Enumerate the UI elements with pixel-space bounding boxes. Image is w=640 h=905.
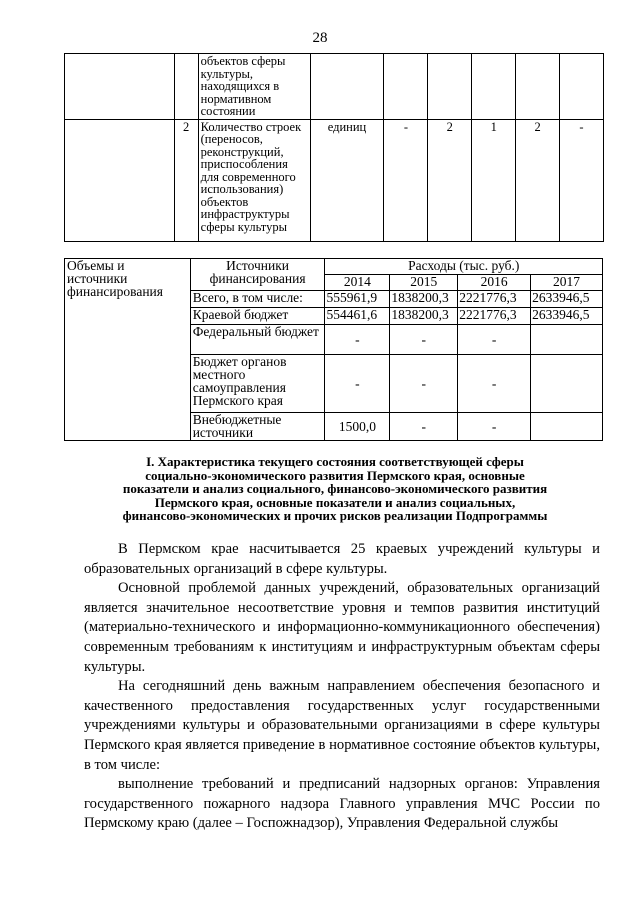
year-header: 2015 [390, 275, 458, 291]
value-cell: 555961,9 [325, 291, 390, 308]
value-cell [531, 325, 603, 355]
value-cell: - [458, 413, 531, 441]
value-cell: 1 [472, 119, 516, 241]
value-cell: 2633946,5 [531, 291, 603, 308]
value-cell: - [390, 325, 458, 355]
value-cell: - [458, 355, 531, 413]
value-cell: 2221776,3 [458, 291, 531, 308]
value-cell: - [458, 325, 531, 355]
source-name: Бюджет органов местного самоуправления Пермского края [190, 355, 325, 413]
page-number: 28 [312, 30, 328, 46]
value-cell [531, 413, 603, 441]
funding-table [64, 258, 603, 441]
table-row [65, 119, 604, 241]
year-header: 2017 [531, 275, 603, 291]
paragraph: Основной проблемой данных учреждений, образовательных организаций является значительное несоответствие уровня и темпов развития институций (материально-технического и информационно-коммуникационного обеспечения) современным требованиям к институциям и инфраструктурным объектам сферы культуры. [84, 580, 600, 675]
heading-line: социально-экономического развития Пермского края, основные [145, 467, 525, 483]
value-cell: - [560, 119, 604, 241]
value-cell: 2 [516, 119, 560, 241]
table-row [65, 54, 604, 120]
indicators-table [64, 53, 604, 242]
value-cell: - [390, 355, 458, 413]
source-name: Федеральный бюджет [190, 325, 325, 355]
indicator-name: Количество строек (переносов, реконструкций, приспособления для современного использования) объектов инфраструктуры сферы культуры [198, 119, 310, 241]
heading-line: Пермского края, основные показатели и анализ социальных, [154, 494, 516, 510]
value-cell: 554461,6 [325, 308, 390, 325]
section-heading [70, 455, 600, 523]
paragraph: выполнение требований и предписаний надзорных органов: Управления государственного пожарного надзора Главного управления МЧС России по Пермскому краю (далее – Госпожнадзор), Управления Федеральной службы [84, 776, 600, 832]
row-number: 2 [174, 119, 198, 241]
value-cell [531, 355, 603, 413]
value-cell: 1838200,3 [390, 308, 458, 325]
value-cell: - [390, 413, 458, 441]
value-cell: - [384, 119, 428, 241]
paragraph: На сегодняшний день важным направлением обеспечения безопасного и качественного предоставления государственных услуг государственными учреждениями культуры и образовательными организациями в сфере культуры Пермского края является приведение в нормативное состояние объектов культуры, в том числе: [84, 678, 600, 773]
heading-line: финансово-экономических и прочих рисков реализации Подпрограммы [122, 508, 548, 523]
value-cell: 2 [428, 119, 472, 241]
value-cell: 1500,0 [325, 413, 390, 441]
heading-line: показатели и анализ социального, финансово-экономического развития [122, 481, 548, 496]
source-name: Всего, в том числе: [190, 291, 325, 308]
body-text [84, 540, 600, 834]
value-cell: 2633946,5 [531, 308, 603, 325]
heading-line: I. Характеристика текущего состояния соответствующей сферы [146, 454, 524, 469]
paragraph: В Пермском крае насчитывается 25 краевых учреждений культуры и образовательных организаций в сфере культуры. [84, 541, 600, 577]
year-header: 2014 [325, 275, 390, 291]
indicator-name: объектов сферы культуры, находящихся в нормативном состоянии [198, 54, 310, 120]
source-name: Краевой бюджет [190, 308, 325, 325]
table-row [65, 259, 603, 275]
source-name: Внебюджетные источники [190, 413, 325, 441]
expenses-header: Расходы (тыс. руб.) [325, 259, 603, 275]
funding-label: Объемы и источники финансирования [65, 259, 191, 441]
value-cell: 2221776,3 [458, 308, 531, 325]
year-header: 2016 [458, 275, 531, 291]
value-cell: 1838200,3 [390, 291, 458, 308]
unit-cell: единиц [310, 119, 384, 241]
value-cell: - [325, 325, 390, 355]
value-cell: - [325, 355, 390, 413]
sources-header: Источники финансирования [190, 259, 325, 291]
